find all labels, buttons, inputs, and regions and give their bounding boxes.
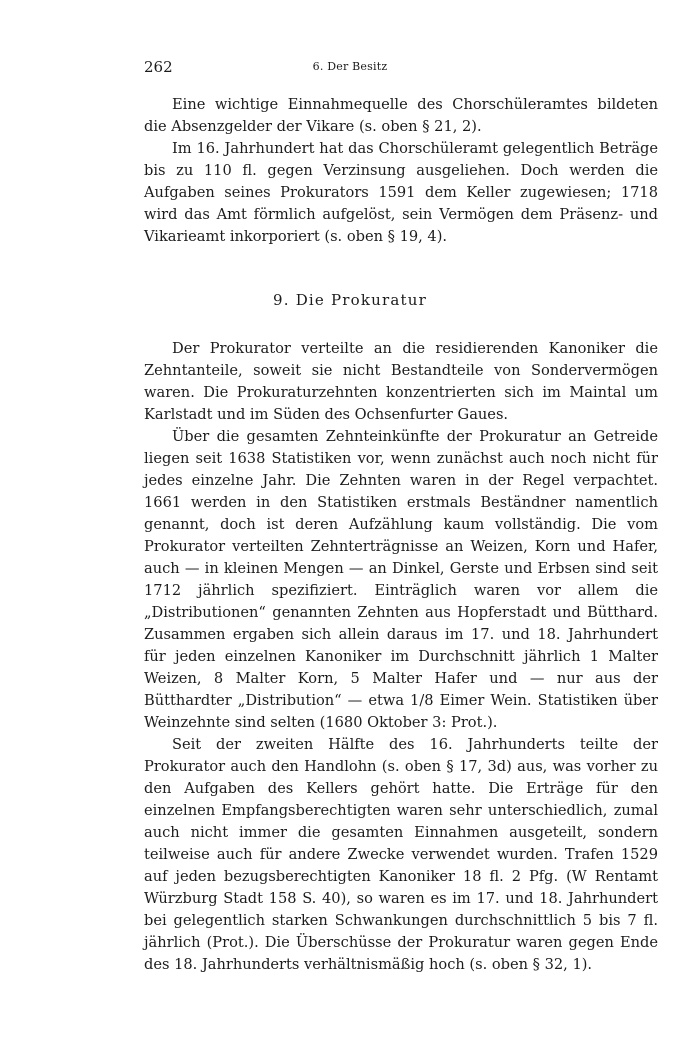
section-text-block xyxy=(144,338,658,976)
section-heading: 9. Die Prokuratur xyxy=(273,291,427,309)
intro-text-block xyxy=(144,94,658,248)
paragraph: Seit der zweiten Hälfte des 16. Jahrhunderts teilte der Prokurator auch den Handlohn (s. oben § 17, 3d) aus, was vorher zu den Aufgaben des Kellers gehört hatte. Die Erträge für den einzelnen Empfangsberechtigten waren sehr unterschiedlich, zumal auch nicht immer die gesamten Einnahmen ausgeteilt, sondern teilweise auch für andere Zwecke verwendet wurden. Trafen 1529 auf jeden bezugsberechtigten Kanoniker 18 fl. 2 Pfg. (W Rentamt Würzburg Stadt 158 S. 40), so waren es im 17. und 18. Jahrhundert bei gelegentlich starken Schwankungen durchschnittlich 5 bis 7 fl. jährlich (Prot.). Die Überschüsse der Prokuratur waren gegen Ende des 18. Jahrhunderts verhältnismäßig hoch (s. oben § 32, 1). xyxy=(144,736,658,973)
paragraph: Über die gesamten Zehnteinkünfte der Prokuratur an Getreide liegen seit 1638 Statistiken vor, wenn zunächst auch noch nicht für jedes einzelne Jahr. Die Zehnten waren in der Regel verpachtet. 1661 werden in den Statistiken erstmals Beständner namentlich genannt, doch ist deren Aufzählung kaum vollständig. Die vom Prokurator verteilten Zehnterträgnisse an Weizen, Korn und Hafer, auch — in kleinen Mengen — an Dinkel, Gerste und Erbsen sind seit 1712 jährlich spezifiziert. Einträglich waren vor allem die „Distributionen“ genannten Zehnten aus Hopferstadt und Bütthard. Zusammen ergaben sich allein daraus im 17. und 18. Jahrhundert für jeden einzelnen Kanoniker im Durchschnitt jährlich 1 Malter Weizen, 8 Malter Korn, 5 Malter Hafer und — nur aus der Bütthardter „Distribution“ — etwa 1/8 Eimer Wein. Statistiken über Weinzehnte sind selten (1680 Oktober 3: Prot.). xyxy=(144,428,658,731)
paragraph: Eine wichtige Einnahmequelle des Chorschüleramtes bildeten die Absenzgelder der Vikare (s. oben § 21, 2). xyxy=(144,96,658,135)
page-number: 262 xyxy=(144,58,173,76)
paragraph: Der Prokurator verteilte an die residierenden Kanoniker die Zehntanteile, soweit sie nicht Bestandteile von Sondervermögen waren. Die Prokuraturzehnten konzentrierten sich im Maintal um Karlstadt und im Süden des Ochsenfurter Gaues. xyxy=(144,340,658,423)
running-head: 6. Der Besitz xyxy=(312,60,388,73)
paragraph: Im 16. Jahrhundert hat das Chorschüleramt gelegentlich Beträge bis zu 110 fl. gegen Verzinsung ausgeliehen. Doch werden die Aufgaben seines Prokurators 1591 dem Keller zugewiesen; 1718 wird das Amt förmlich aufgelöst, sein Vermögen dem Präsenz- und Vikarieamt inkorporiert (s. oben § 19, 4). xyxy=(144,140,658,245)
